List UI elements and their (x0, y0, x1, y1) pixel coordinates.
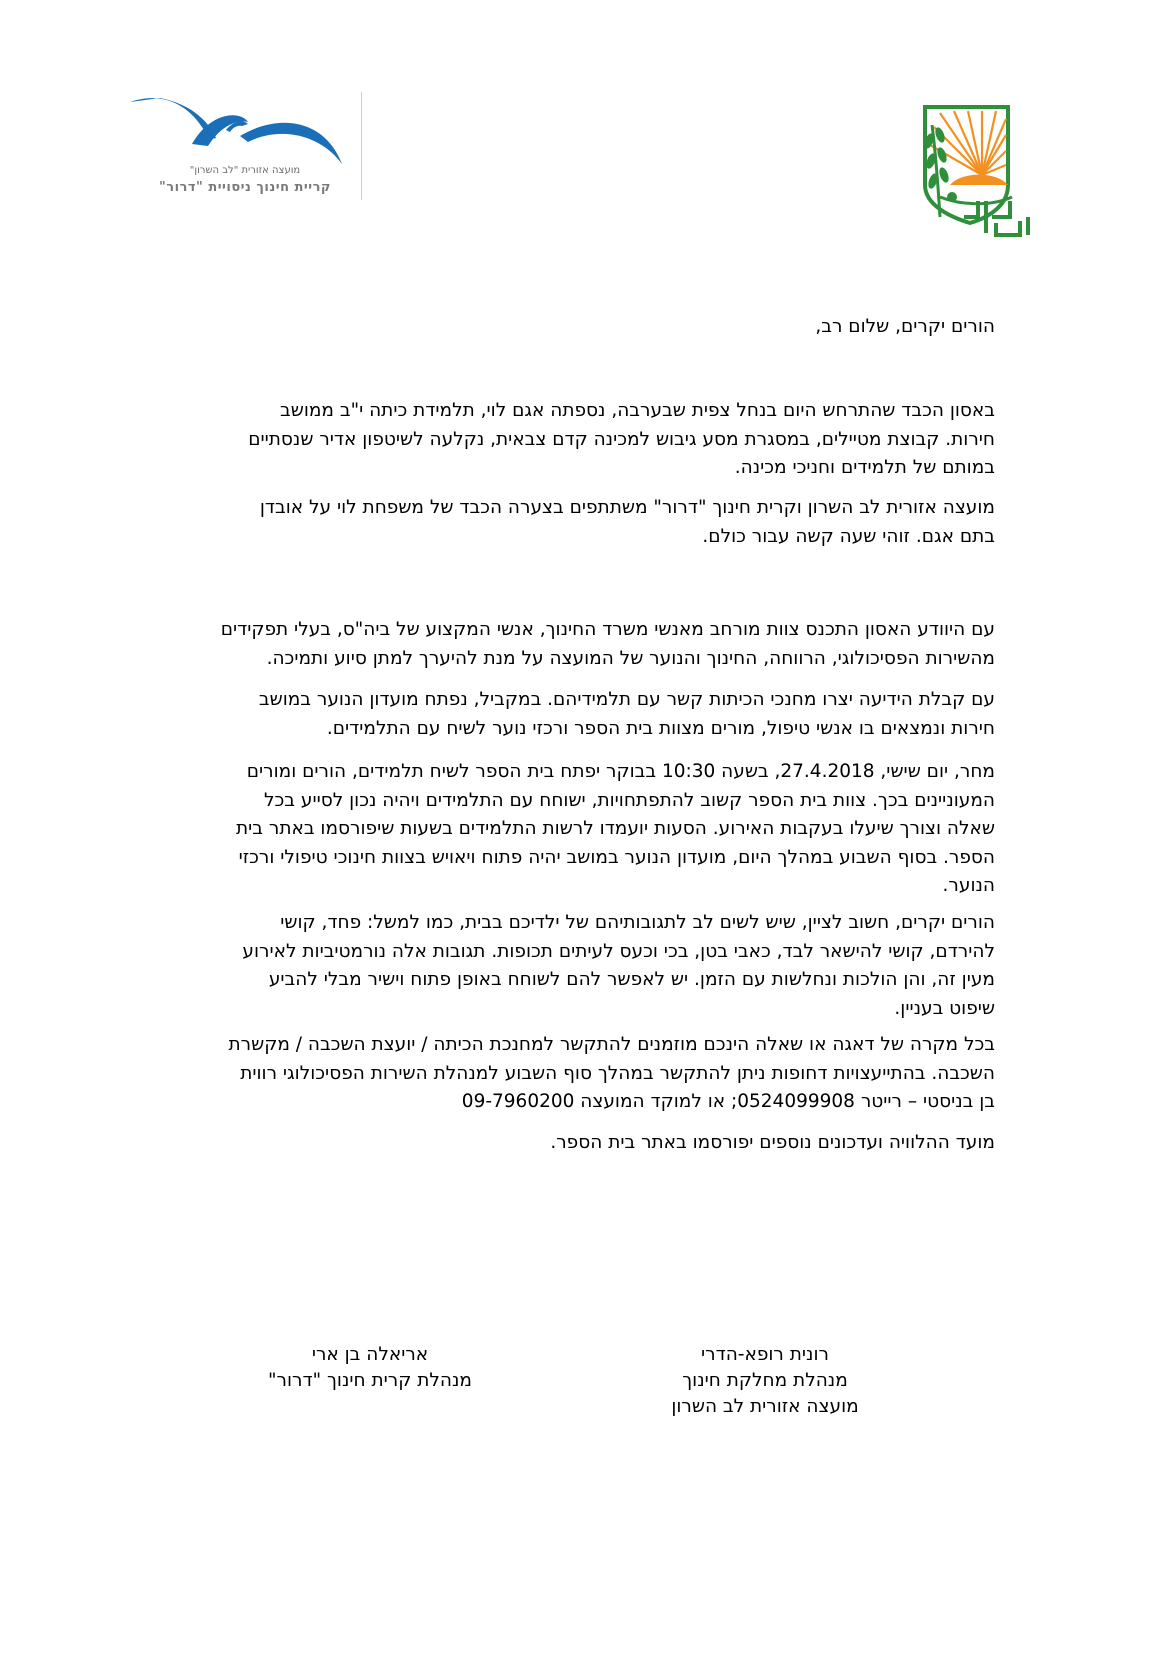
paragraph-line: הורים יקרים, חשוב לציין, שיש לשים לב לתגובותיהם של ילדיכם בבית, כמו למשל: פחד, קושי (280, 912, 995, 933)
signature-title: מנהלת מחלקת חינוך (682, 1370, 848, 1391)
paragraph-line: מועד ההלוויה ועדכונים נוספים יפורסמו באתר בית הספר. (550, 1132, 995, 1153)
paragraph-line: להירדם, קושי להישאר לבד, כאבי בטן, בכי וכעס לעיתים תכופות. תגובות אלה נורמטיביות לאירוע (242, 940, 995, 962)
signature-name: רונית רופא-הדרי (701, 1344, 829, 1365)
paragraph-line: עם קבלת הידיעה יצרו מחנכי הכיתות קשר עם תלמידיהם. במקביל, נפתח מועדון הנוער במושב (258, 689, 995, 710)
paragraph-condolence (200, 494, 995, 551)
paragraph-line: במותם של תלמידים וחניכי מכינה. (734, 457, 995, 478)
paragraph-teachers (200, 686, 995, 743)
paragraph-line: עם היוודע האסון התכנס צוות מורחב מאנשי משרד החינוך, אנשי המקצוע של ביה"ס, בעלי תפקידים (220, 619, 995, 640)
paragraph-tomorrow (200, 758, 995, 901)
paragraph-line: מהשירות הפסיכולוגי, הרווחה, החינוך והנוער של המועצה על מנת להיערך למתן סיוע ותמיכה. (266, 647, 995, 669)
paragraph-line: בתם אגם. זוהי שעה קשה עבור כולם. (702, 525, 995, 547)
letter-greeting: הורים יקרים, שלום רב, (815, 316, 995, 337)
paragraph-disaster (200, 397, 995, 483)
paragraph-team (200, 616, 995, 673)
signature-title: מנהלת קרית חינוך "דרור" (268, 1370, 472, 1391)
signature-name: אריאלה בן ארי (311, 1344, 429, 1365)
paragraph-line: בכל מקרה של דאגה או שאלה הינכם מוזמנים להתקשר למחנכת הכיתה / יועצת השכבה / מקשרת (228, 1034, 995, 1055)
logo-frame-line (361, 92, 362, 200)
dror-school-logo (130, 92, 362, 204)
paragraph-contact (200, 1031, 995, 1117)
paragraph-line: הנוער. (942, 875, 995, 896)
paragraph-funeral (200, 1129, 995, 1158)
sun-wheat-emblem-icon (920, 105, 1035, 240)
signature-org: מועצה אזורית לב השרון (671, 1396, 859, 1417)
paragraph-line: המעוניינים בכך. צוות בית הספר קשוב להתפתחויות, ישוחח עם התלמידים ויהיה נכון לסייע בכל (263, 789, 995, 811)
paragraph-line: הספר. בסוף השבוע במהלך היום, מועדון הנוער במושב יהיה פתוח ויאויש בצוות חינוכי טיפולי ורכזי (238, 846, 995, 868)
signature-education-head (640, 1342, 890, 1420)
bird-wings-icon (130, 92, 362, 172)
signature-school-head (240, 1342, 500, 1394)
paragraph-line: בן בניסטי – רייטר 0524099908; או למוקד המועצה 09-7960200 (461, 1091, 995, 1112)
logo-council-text: מועצה אזורית "לב השרון" (189, 165, 301, 176)
paragraph-line: שיפוט בעניין. (894, 997, 995, 1019)
paragraph-line: מחר, יום שישי, 27.4.2018, בשעה 10:30 בבוקר יפתח בית הספר לשיח תלמידים, הורים ומורים (246, 761, 995, 782)
lev-hasharon-logo (920, 105, 1035, 240)
paragraph-reactions (200, 909, 995, 1023)
paragraph-line: באסון הכבד שהתרחש היום בנחל צפית שבערבה, נספתה אגם לוי, תלמידת כיתה י"ב ממושב (280, 400, 995, 421)
logo-school-text: קריית חינוך ניסויית "דרור" (159, 180, 331, 195)
paragraph-line: מועצה אזורית לב השרון וקרית חינוך "דרור" משתתפים בצערה הכבד של משפחת לוי על אובדן (259, 497, 995, 518)
paragraph-line: חירות ונמצאים בו אנשי טיפול, מורים מצוות בית הספר ורכזי נוער לשיח עם התלמידים. (326, 717, 995, 739)
paragraph-line: חירות. קבוצת מטיילים, במסגרת מסע גיבוש למכינה קדם צבאית, נקלעה לשיטפון אדיר שנסתיים (248, 428, 995, 450)
paragraph-line: מעין זה, והן הולכות ונחלשות עם הזמן. יש לאפשר להם לשוחח באופן פתוח וישיר מבלי להביע (268, 969, 995, 990)
paragraph-line: השכבה. בהתייעצויות דחופות ניתן להתקשר במהלך סוף השבוע למנהלת השירות הפסיכולוגי רווית (240, 1062, 995, 1084)
paragraph-line: שאלה וצורך שיעלו בעקבות האירוע. הסעות יועמדו לרשות התלמידים בשעות שיפורסמו באתר בית (236, 818, 995, 839)
